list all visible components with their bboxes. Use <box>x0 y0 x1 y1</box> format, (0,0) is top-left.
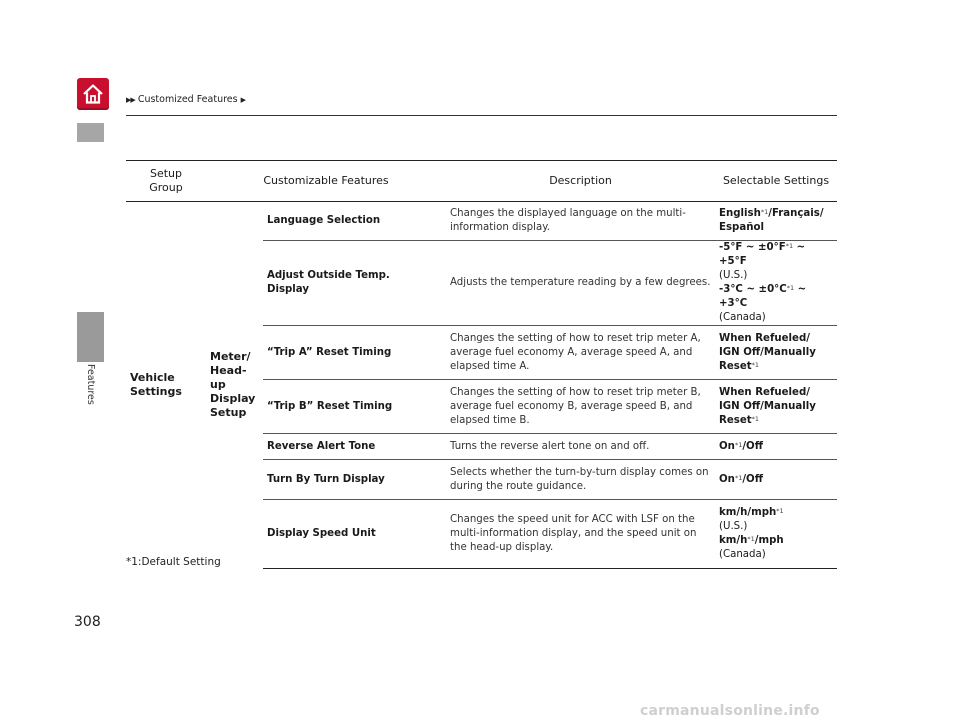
setup-group-cell: Vehicle Settings <box>130 371 182 399</box>
header-customizable-features: Customizable Features <box>206 161 446 202</box>
header-rule <box>126 115 837 116</box>
subgroup-cell: Meter/ Head- up Display Setup <box>210 350 256 420</box>
side-tab-marker <box>77 123 104 142</box>
feature-name: Turn By Turn Display <box>263 460 446 500</box>
header-description: Description <box>446 161 715 202</box>
breadcrumb-label: Customized Features <box>137 94 238 105</box>
selectable-settings: On$^{*1}$/Off <box>715 434 837 460</box>
selectable-settings: English$^{*1}$/Français/ Español <box>715 202 837 241</box>
feature-description: Turns the reverse alert tone on and off. <box>446 434 715 460</box>
breadcrumb-arrow-icon: ▶ <box>240 96 245 104</box>
selectable-settings: km/h/mph$^{*1}$ (U.S.) $km/h^{*1}$/mph (Canada) <box>715 500 837 569</box>
selectable-settings: When Refueled/ IGN Off/Manually Reset$^{*1}$ <box>715 326 837 380</box>
home-icon <box>81 82 105 106</box>
feature-name: Reverse Alert Tone <box>263 434 446 460</box>
table-header-row <box>126 161 837 202</box>
breadcrumb-arrow-icon: ▶▶ <box>126 96 135 104</box>
side-tab-features[interactable] <box>77 312 104 362</box>
feature-description: Changes the speed unit for ACC with LSF on the multi-information display, and the speed unit on the head-up display. <box>446 500 715 569</box>
selectable-settings: -5°F ~ $\pm 0^\circ F^{*1}$ ~ +5°F (U.S.) -3°C ~ $\pm 0^\circ C^{*1}$ ~ +3°C (Canada) <box>715 241 837 326</box>
feature-name: Language Selection <box>263 202 446 241</box>
feature-description: Adjusts the temperature reading by a few degrees. <box>446 241 715 326</box>
customized-features-table <box>126 160 837 569</box>
feature-name: Adjust Outside Temp. Display <box>263 241 446 326</box>
feature-name: Display Speed Unit <box>263 500 446 569</box>
feature-description: Changes the displayed language on the multi-information display. <box>446 202 715 241</box>
feature-description: Selects whether the turn-by-turn display comes on during the route guidance. <box>446 460 715 500</box>
selectable-settings: When Refueled/ IGN Off/Manually Reset$^{*1}$ <box>715 380 837 434</box>
feature-name: “Trip A” Reset Timing <box>263 326 446 380</box>
header-setup-group: Setup Group <box>126 161 206 202</box>
feature-name: “Trip B” Reset Timing <box>263 380 446 434</box>
watermark: carmanualsonline.info <box>640 703 820 719</box>
footnote: *1:Default Setting <box>126 556 221 568</box>
section-label: Features <box>85 364 96 405</box>
selectable-settings: On$^{*1}$/Off <box>715 460 837 500</box>
feature-description: Changes the setting of how to reset trip meter A, average fuel economy A, average speed A, and elapsed time A. <box>446 326 715 380</box>
header-selectable-settings: Selectable Settings <box>715 161 837 202</box>
table-row <box>126 202 837 241</box>
breadcrumb[interactable] <box>126 94 245 105</box>
page-number: 308 <box>74 614 101 630</box>
home-button[interactable] <box>77 78 109 110</box>
feature-description: Changes the setting of how to reset trip meter B, average fuel economy B, average speed B, and elapsed time B. <box>446 380 715 434</box>
